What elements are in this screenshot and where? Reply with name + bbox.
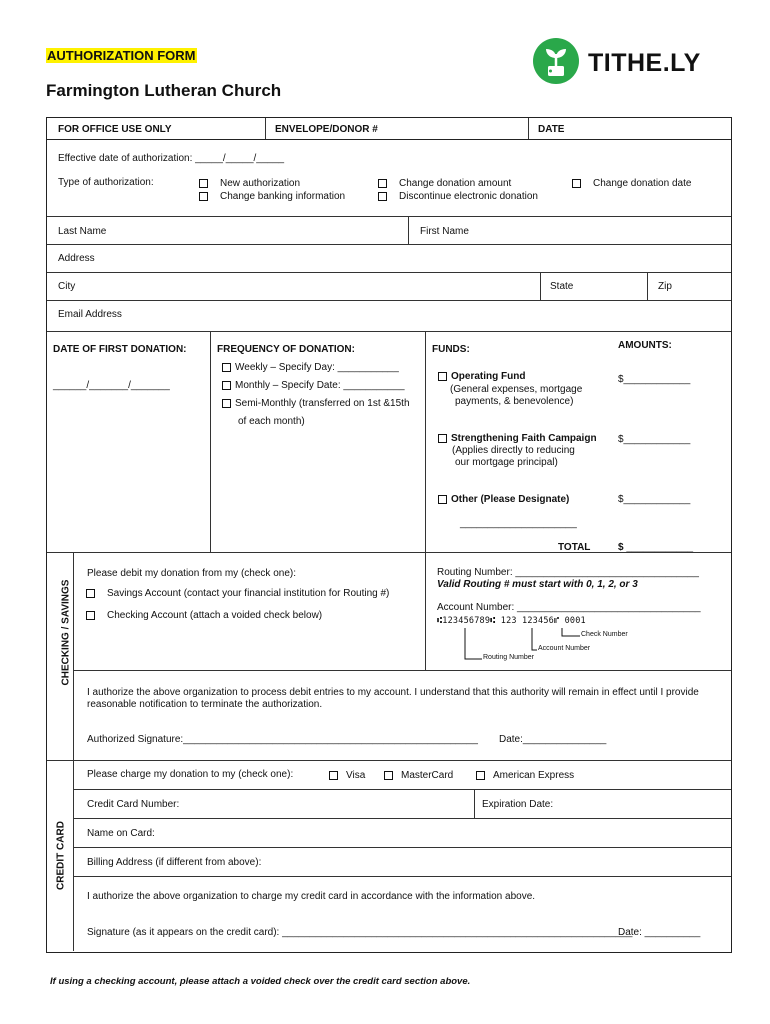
checkbox-icon[interactable] bbox=[86, 611, 95, 620]
state-field[interactable]: State bbox=[550, 281, 574, 292]
last-name-field[interactable]: Last Name bbox=[58, 226, 107, 237]
zip-field[interactable]: Zip bbox=[658, 281, 672, 292]
email-field[interactable]: Email Address bbox=[58, 309, 122, 320]
funds-label: FUNDS: bbox=[432, 344, 470, 355]
effective-date-field[interactable]: Effective date of authorization: _____/_____/_____ bbox=[58, 153, 285, 164]
brand-name: TITHE.LY bbox=[588, 49, 701, 77]
amounts-label: AMOUNTS: bbox=[618, 340, 672, 351]
checkbox-icon[interactable] bbox=[438, 434, 447, 443]
form-title: AUTHORIZATION FORM bbox=[47, 48, 196, 63]
checkbox-icon[interactable] bbox=[199, 179, 208, 188]
fund-operating-amount[interactable]: $____________ bbox=[618, 374, 691, 385]
semi-monthly-note: of each month) bbox=[238, 416, 305, 427]
fund-strengthening-option[interactable]: Strengthening Faith Campaign bbox=[438, 433, 597, 444]
authorized-signature-field[interactable]: Authorized Signature:_____________________________________________________ bbox=[87, 734, 478, 745]
first-donation-label: DATE OF FIRST DONATION: bbox=[53, 344, 187, 355]
check-number-caption: Check Number bbox=[581, 631, 628, 638]
fund-strengthening-desc-2: our mortgage principal) bbox=[455, 457, 558, 468]
routing-number-caption: Routing Number bbox=[483, 654, 534, 661]
fund-other-designation[interactable]: _____________________ bbox=[460, 518, 577, 529]
checking-savings-side-label: CHECKING / SAVINGS bbox=[60, 579, 72, 686]
change-date-option[interactable]: Change donation date bbox=[572, 178, 691, 189]
fund-other-option[interactable]: Other (Please Designate) bbox=[438, 494, 569, 505]
debit-date-field[interactable]: Date:_______________ bbox=[499, 734, 607, 745]
name-on-card-field[interactable]: Name on Card: bbox=[87, 828, 155, 839]
discontinue-option[interactable]: Discontinue electronic donation bbox=[378, 191, 538, 202]
savings-option[interactable]: Savings Account (contact your financial institution for Routing #) bbox=[86, 588, 389, 599]
routing-note: Valid Routing # must start with 0, 1, 2, or 3 bbox=[437, 579, 638, 590]
amex-option[interactable]: American Express bbox=[476, 770, 574, 781]
expiration-date-field[interactable]: Expiration Date: bbox=[482, 799, 554, 810]
charge-prompt: Please charge my donation to my (check one): bbox=[87, 769, 294, 780]
fund-operating-desc-2: payments, & benevolence) bbox=[455, 396, 574, 407]
routing-number-field[interactable]: Routing Number: _________________________________ bbox=[437, 567, 699, 578]
visa-option[interactable]: Visa bbox=[329, 770, 365, 781]
first-donation-field[interactable]: ______/_______/_______ bbox=[53, 380, 170, 391]
footer-note: If using a checking account, please attach a voided check over the credit card section above. bbox=[50, 976, 471, 987]
new-auth-option[interactable]: New authorization bbox=[199, 178, 300, 189]
card-signature-field[interactable]: Signature (as it appears on the credit card): _______________________________________________________________ bbox=[87, 927, 633, 938]
church-name: Farmington Lutheran Church bbox=[46, 81, 282, 100]
checkbox-icon[interactable] bbox=[438, 495, 447, 504]
first-name-field[interactable]: First Name bbox=[420, 226, 469, 237]
checkbox-icon[interactable] bbox=[199, 192, 208, 201]
envelope-label: ENVELOPE/DONOR # bbox=[275, 124, 378, 135]
fund-strengthening-amount[interactable]: $____________ bbox=[618, 434, 691, 445]
change-amount-option[interactable]: Change donation amount bbox=[378, 178, 511, 189]
debit-prompt: Please debit my donation from my (check one): bbox=[87, 568, 296, 579]
checkbox-icon[interactable] bbox=[378, 192, 387, 201]
checkbox-icon[interactable] bbox=[222, 399, 231, 408]
account-number-caption: Account Number bbox=[538, 645, 591, 652]
total-amount[interactable]: $ ____________ bbox=[618, 542, 694, 553]
checkbox-icon[interactable] bbox=[86, 589, 95, 598]
change-bank-option[interactable]: Change banking information bbox=[199, 191, 345, 202]
address-field[interactable]: Address bbox=[58, 253, 95, 264]
office-use-label: FOR OFFICE USE ONLY bbox=[58, 124, 172, 135]
fund-strengthening-desc: (Applies directly to reducing bbox=[452, 445, 575, 456]
fund-operating-option[interactable]: Operating Fund bbox=[438, 371, 525, 382]
total-label: TOTAL bbox=[558, 542, 591, 553]
checkbox-icon[interactable] bbox=[378, 179, 387, 188]
weekly-option[interactable]: Weekly – Specify Day: ___________ bbox=[222, 362, 399, 373]
micr-line: ⑆123456789⑆ 123 123456⑈ 0001 bbox=[437, 616, 586, 626]
checkbox-icon[interactable] bbox=[572, 179, 581, 188]
monthly-option[interactable]: Monthly – Specify Date: ___________ bbox=[222, 380, 405, 391]
checkbox-icon[interactable] bbox=[384, 771, 393, 780]
checkbox-icon[interactable] bbox=[438, 372, 447, 381]
tithely-logo-icon bbox=[533, 38, 579, 84]
card-date-field[interactable]: Date: __________ bbox=[618, 927, 701, 938]
fund-other-amount[interactable]: $____________ bbox=[618, 494, 691, 505]
city-field[interactable]: City bbox=[58, 281, 76, 292]
mastercard-option[interactable]: MasterCard bbox=[384, 770, 453, 781]
frequency-label: FREQUENCY OF DONATION: bbox=[217, 344, 355, 355]
type-label: Type of authorization: bbox=[58, 177, 154, 188]
debit-authorization-text: I authorize the above organization to process debit entries to my account. I understand that this authority will remain in effect until I provide reasonable notification to terminate the authorization. bbox=[87, 687, 699, 710]
checkbox-icon[interactable] bbox=[476, 771, 485, 780]
checkbox-icon[interactable] bbox=[222, 363, 231, 372]
account-number-field[interactable]: Account Number: _________________________________ bbox=[437, 602, 701, 613]
fund-operating-desc: (General expenses, mortgage bbox=[450, 384, 583, 395]
credit-card-side-label: CREDIT CARD bbox=[55, 821, 67, 890]
card-authorization-text: I authorize the above organization to charge my credit card in accordance with the information above. bbox=[87, 891, 536, 902]
checkbox-icon[interactable] bbox=[329, 771, 338, 780]
semi-monthly-option[interactable]: Semi-Monthly (transferred on 1st &15th bbox=[222, 398, 410, 409]
checking-option[interactable]: Checking Account (attach a voided check below) bbox=[86, 610, 322, 621]
card-number-field[interactable]: Credit Card Number: bbox=[87, 799, 180, 810]
billing-address-field[interactable]: Billing Address (if different from above): bbox=[87, 857, 262, 868]
office-date-label: DATE bbox=[538, 124, 565, 135]
checkbox-icon[interactable] bbox=[222, 381, 231, 390]
